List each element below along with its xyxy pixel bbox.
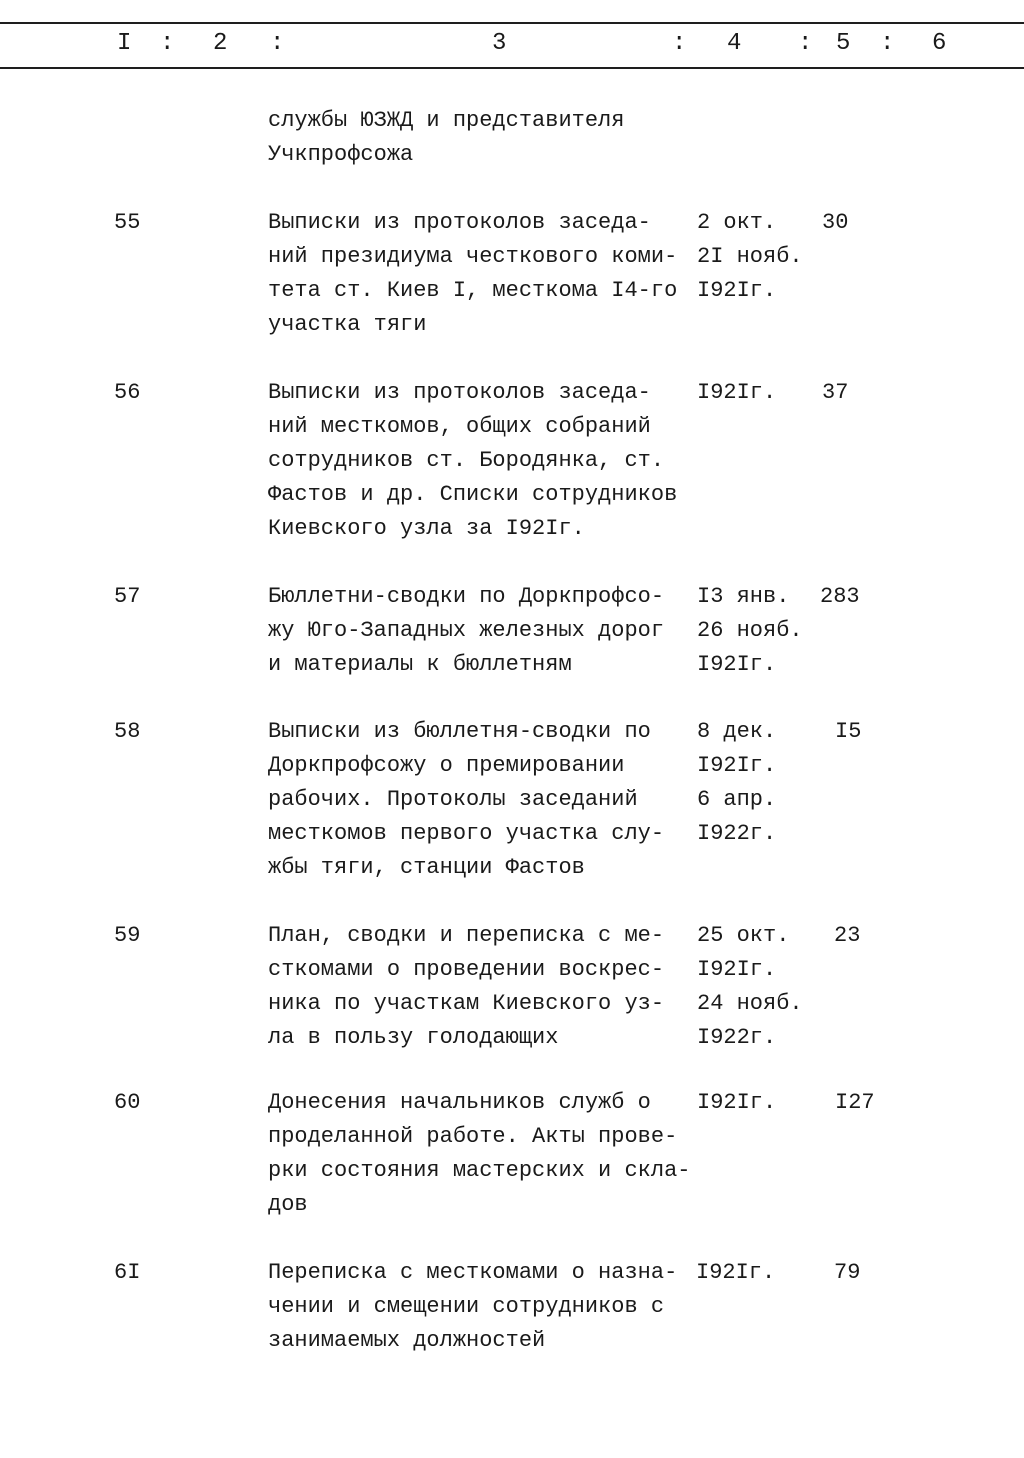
description-line: Выписки из протоколов заседа- (268, 210, 651, 235)
entry-dates (696, 1256, 775, 1290)
col-6-label: 6 (932, 30, 947, 57)
col-separator: : (798, 30, 813, 57)
entry-number: 58 (114, 719, 141, 744)
entry-dates (697, 1086, 776, 1120)
date-line: 2 окт. (697, 210, 777, 235)
date-line: I92Iг. (697, 278, 777, 303)
entry-description (268, 1086, 690, 1222)
description-line: Доркпрофсожу о премировании (268, 753, 625, 778)
date-line: 2I нояб. (697, 244, 803, 269)
date-line: I92Iг. (697, 1090, 777, 1115)
entry-dates (697, 919, 803, 1055)
description-line: рабочих. Протоколы заседаний (268, 787, 638, 812)
date-line: I3 янв. (697, 584, 790, 609)
entry-pages: I27 (835, 1090, 875, 1115)
entry-dates (697, 376, 776, 410)
entry-pages: 30 (822, 210, 849, 235)
description-line: ний месткомов, общих собраний (268, 414, 651, 439)
description-line: жбы тяги, станции Фастов (268, 855, 585, 880)
description-line: чении и смещении сотрудников с (268, 1294, 665, 1319)
col-separator: : (160, 30, 175, 57)
entry-dates (697, 715, 776, 851)
description-line: участка тяги (268, 312, 427, 337)
description-line: Учкпрофсожа (268, 142, 414, 167)
col-3-label: 3 (492, 30, 507, 57)
description-line: Выписки из протоколов заседа- (268, 380, 651, 405)
date-line: 8 дек. (697, 719, 777, 744)
entry-pages: I5 (835, 719, 862, 744)
date-line: 25 окт. (697, 923, 790, 948)
description-line: сотрудников ст. Бородянка, ст. (268, 448, 665, 473)
description-line: и материалы к бюллетням (268, 652, 572, 677)
col-1-label: I (117, 30, 132, 57)
entry-pages: 283 (820, 584, 860, 609)
col-separator: : (880, 30, 895, 57)
description-line: проделанной работе. Акты прове- (268, 1124, 678, 1149)
description-line: рки состояния мастерских и скла- (268, 1158, 691, 1183)
col-separator: : (672, 30, 687, 57)
entry-number: 60 (114, 1090, 141, 1115)
description-line: ла в пользу голодающих (268, 1025, 559, 1050)
date-line: 26 нояб. (697, 618, 803, 643)
col-2-label: 2 (213, 30, 228, 57)
entry-description (268, 1256, 677, 1358)
date-line: I92Iг. (697, 957, 777, 982)
entry-dates (697, 206, 803, 308)
entry-pages: 23 (834, 923, 861, 948)
description-line: сткомами о проведении воскрес- (268, 957, 665, 982)
date-line: I92Iг. (697, 753, 777, 778)
entry-pages: 37 (822, 380, 849, 405)
entry-description (268, 715, 664, 885)
description-line: Донесения начальников служб о (268, 1090, 651, 1115)
header-top-rule (0, 22, 1024, 24)
description-line: План, сводки и переписка с ме- (268, 923, 665, 948)
date-line: 6 апр. (697, 787, 777, 812)
entry-pages: 79 (834, 1260, 861, 1285)
description-line: Киевского узла за I92Iг. (268, 516, 585, 541)
col-4-label: 4 (727, 30, 742, 57)
date-line: I922г. (697, 1025, 777, 1050)
header-bottom-rule (0, 67, 1024, 69)
description-line: ний президиума честкового коми- (268, 244, 678, 269)
entry-description (268, 206, 677, 342)
description-line: жу Юго-Западных железных дорог (268, 618, 665, 643)
date-line: I92Iг. (696, 1260, 776, 1285)
date-line: 24 нояб. (697, 991, 803, 1016)
description-line: занимаемых должностей (268, 1328, 546, 1353)
entry-description (268, 376, 677, 546)
entry-description (268, 104, 624, 172)
entry-number: 57 (114, 584, 141, 609)
entry-description (268, 919, 664, 1055)
description-line: месткомов первого участка слу- (268, 821, 665, 846)
description-line: службы ЮЗЖД и представителя (268, 108, 625, 133)
description-line: тета ст. Киев I, месткома I4-го (268, 278, 678, 303)
description-line: Бюллетни-сводки по Доркпрофсо- (268, 584, 665, 609)
description-line: дов (268, 1192, 308, 1217)
entry-number: 59 (114, 923, 141, 948)
entry-dates (697, 580, 803, 682)
entry-number: 55 (114, 210, 141, 235)
entry-number: 56 (114, 380, 141, 405)
date-line: I92Iг. (697, 652, 777, 677)
col-5-label: 5 (836, 30, 851, 57)
entry-description (268, 580, 664, 682)
description-line: Выписки из бюллетня-сводки по (268, 719, 651, 744)
col-separator: : (270, 30, 285, 57)
description-line: Фастов и др. Списки сотрудников (268, 482, 678, 507)
date-line: I922г. (697, 821, 777, 846)
description-line: Переписка с месткомами о назна- (268, 1260, 678, 1285)
description-line: ника по участкам Киевского уз- (268, 991, 665, 1016)
date-line: I92Iг. (697, 380, 777, 405)
entry-number: 6I (114, 1260, 141, 1285)
